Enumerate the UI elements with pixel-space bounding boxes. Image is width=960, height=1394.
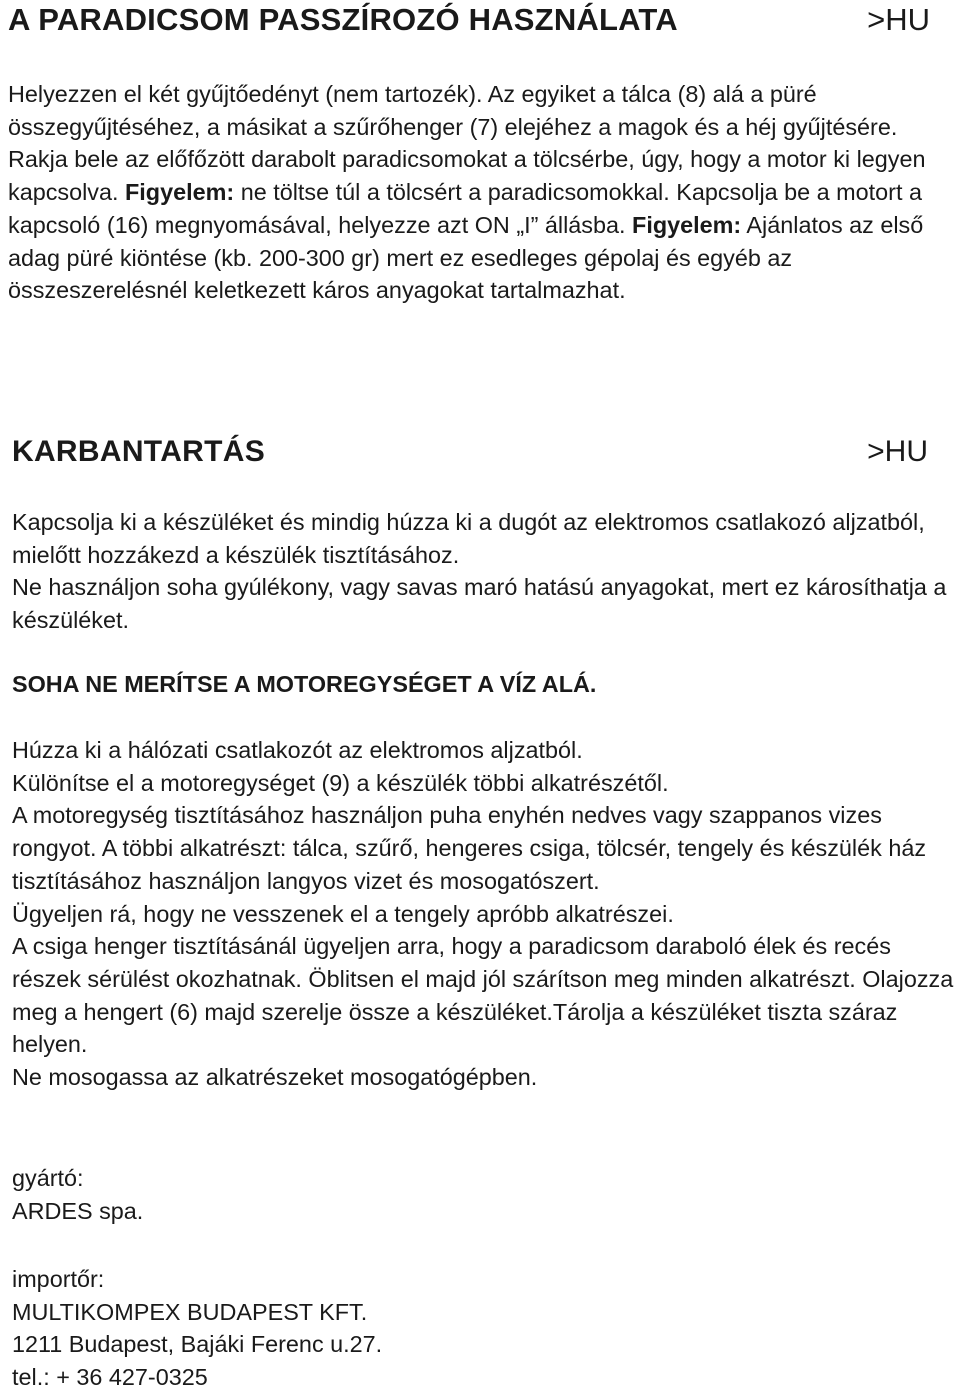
manufacturer-name: ARDES spa. <box>12 1197 144 1224</box>
usage-text-2: ne töltse túl a tölcsért a paradicsomokkal. Kapcsolja be a motort a kapcsoló (16) megnyomásával, helyezze azt ON „I” állásba. <box>8 179 922 238</box>
maintenance-step: A csiga henger tisztításánál ügyeljen arra, hogy a paradicsom daraboló élek és recés részek sérülést okozhatnak. Öblitsen el majd jól szárítson meg minden alkatrészt. Olajozza meg a hengert (6) majd szerelje össze a készüléket.Tárolja a készüléket tiszta száraz helyen. <box>12 933 954 1058</box>
section-heading-maintenance <box>0 435 960 469</box>
manufacturer-block <box>12 1162 143 1227</box>
immersion-warning: SOHA NE MERÍTSE A MOTOREGYSÉGET A VÍZ ALÁ. <box>12 671 597 697</box>
importer-phone: tel.: + 36 427-0325 <box>12 1364 208 1391</box>
manufacturer-label: gyártó: <box>12 1165 84 1191</box>
importer-name: MULTIKOMPEX BUDAPEST KFT. <box>12 1298 368 1325</box>
usage-text-1: Helyezzen el két gyűjtőedényt (nem tartozék). Az egyiket a tálca (8) alá a püré összegyűjtéséhez, a másikat a szűrőhenger (7) elejéhez a magok és a héj gyűjtésére. Rakja bele az előfőzött darabolt paradicsomokat a tölcsérbe, úgy, hogy a motor ki legyen kapcsolva. <box>8 81 926 206</box>
maintenance-text-2: Ne használjon soha gyúlékony, vagy savas maró hatású anyagokat, mert ez károsíthatja a készüléket. <box>12 574 947 634</box>
maintenance-step: Különítse el a motoregységet (9) a készülék többi alkatrészétől. <box>12 769 669 796</box>
maintenance-step: Ügyeljen rá, hogy ne vesszenek el a tengely apróbb alkatrészei. <box>12 900 674 927</box>
section-heading-usage <box>0 2 960 38</box>
importer-block <box>12 1263 382 1394</box>
section-title-usage: A PARADICSOM PASSZÍROZÓ HASZNÁLATA <box>8 2 678 37</box>
maintenance-step: A motoregység tisztításához használjon puha enyhén nedves vagy szappanos vizes rongyot. A többi alkatrészt: tálca, szűrő, hengeres csiga, tölcsér, tengely és készülék ház tisztításához használjon langyos vizet és mosogatószert. <box>12 802 927 894</box>
warning-label: Figyelem: <box>632 211 742 238</box>
warning-label: Figyelem: <box>125 179 235 206</box>
maintenance-intro <box>12 506 947 637</box>
usage-paragraph <box>8 78 953 307</box>
maintenance-step: Ne mosogassa az alkatrészeket mosogatógépben. <box>12 1064 538 1091</box>
importer-address: 1211 Budapest, Bajáki Ferenc u.27. <box>12 1331 383 1358</box>
language-tag: >HU <box>867 435 928 468</box>
maintenance-text-1: Kapcsolja ki a készüléket és mindig húzza ki a dugót az elektromos csatlakozó aljzatból, mielőtt hozzákezd a készülék tisztításához. <box>12 509 925 568</box>
usage-text-3: Ajánlatos az első adag püré kiöntése (kb. 200-300 gr) mert ez esedleges gépolaj és egyéb az összeszerelésnél keletkezett káros anyagokat tartalmazhat. <box>8 211 924 304</box>
maintenance-step: Húzza ki a hálózati csatlakozót az elektromos aljzatból. <box>12 737 583 763</box>
importer-label: importőr: <box>12 1266 105 1292</box>
maintenance-steps <box>12 734 957 1094</box>
section-title-maintenance: KARBANTARTÁS <box>12 435 266 468</box>
language-tag: >HU <box>867 2 930 37</box>
